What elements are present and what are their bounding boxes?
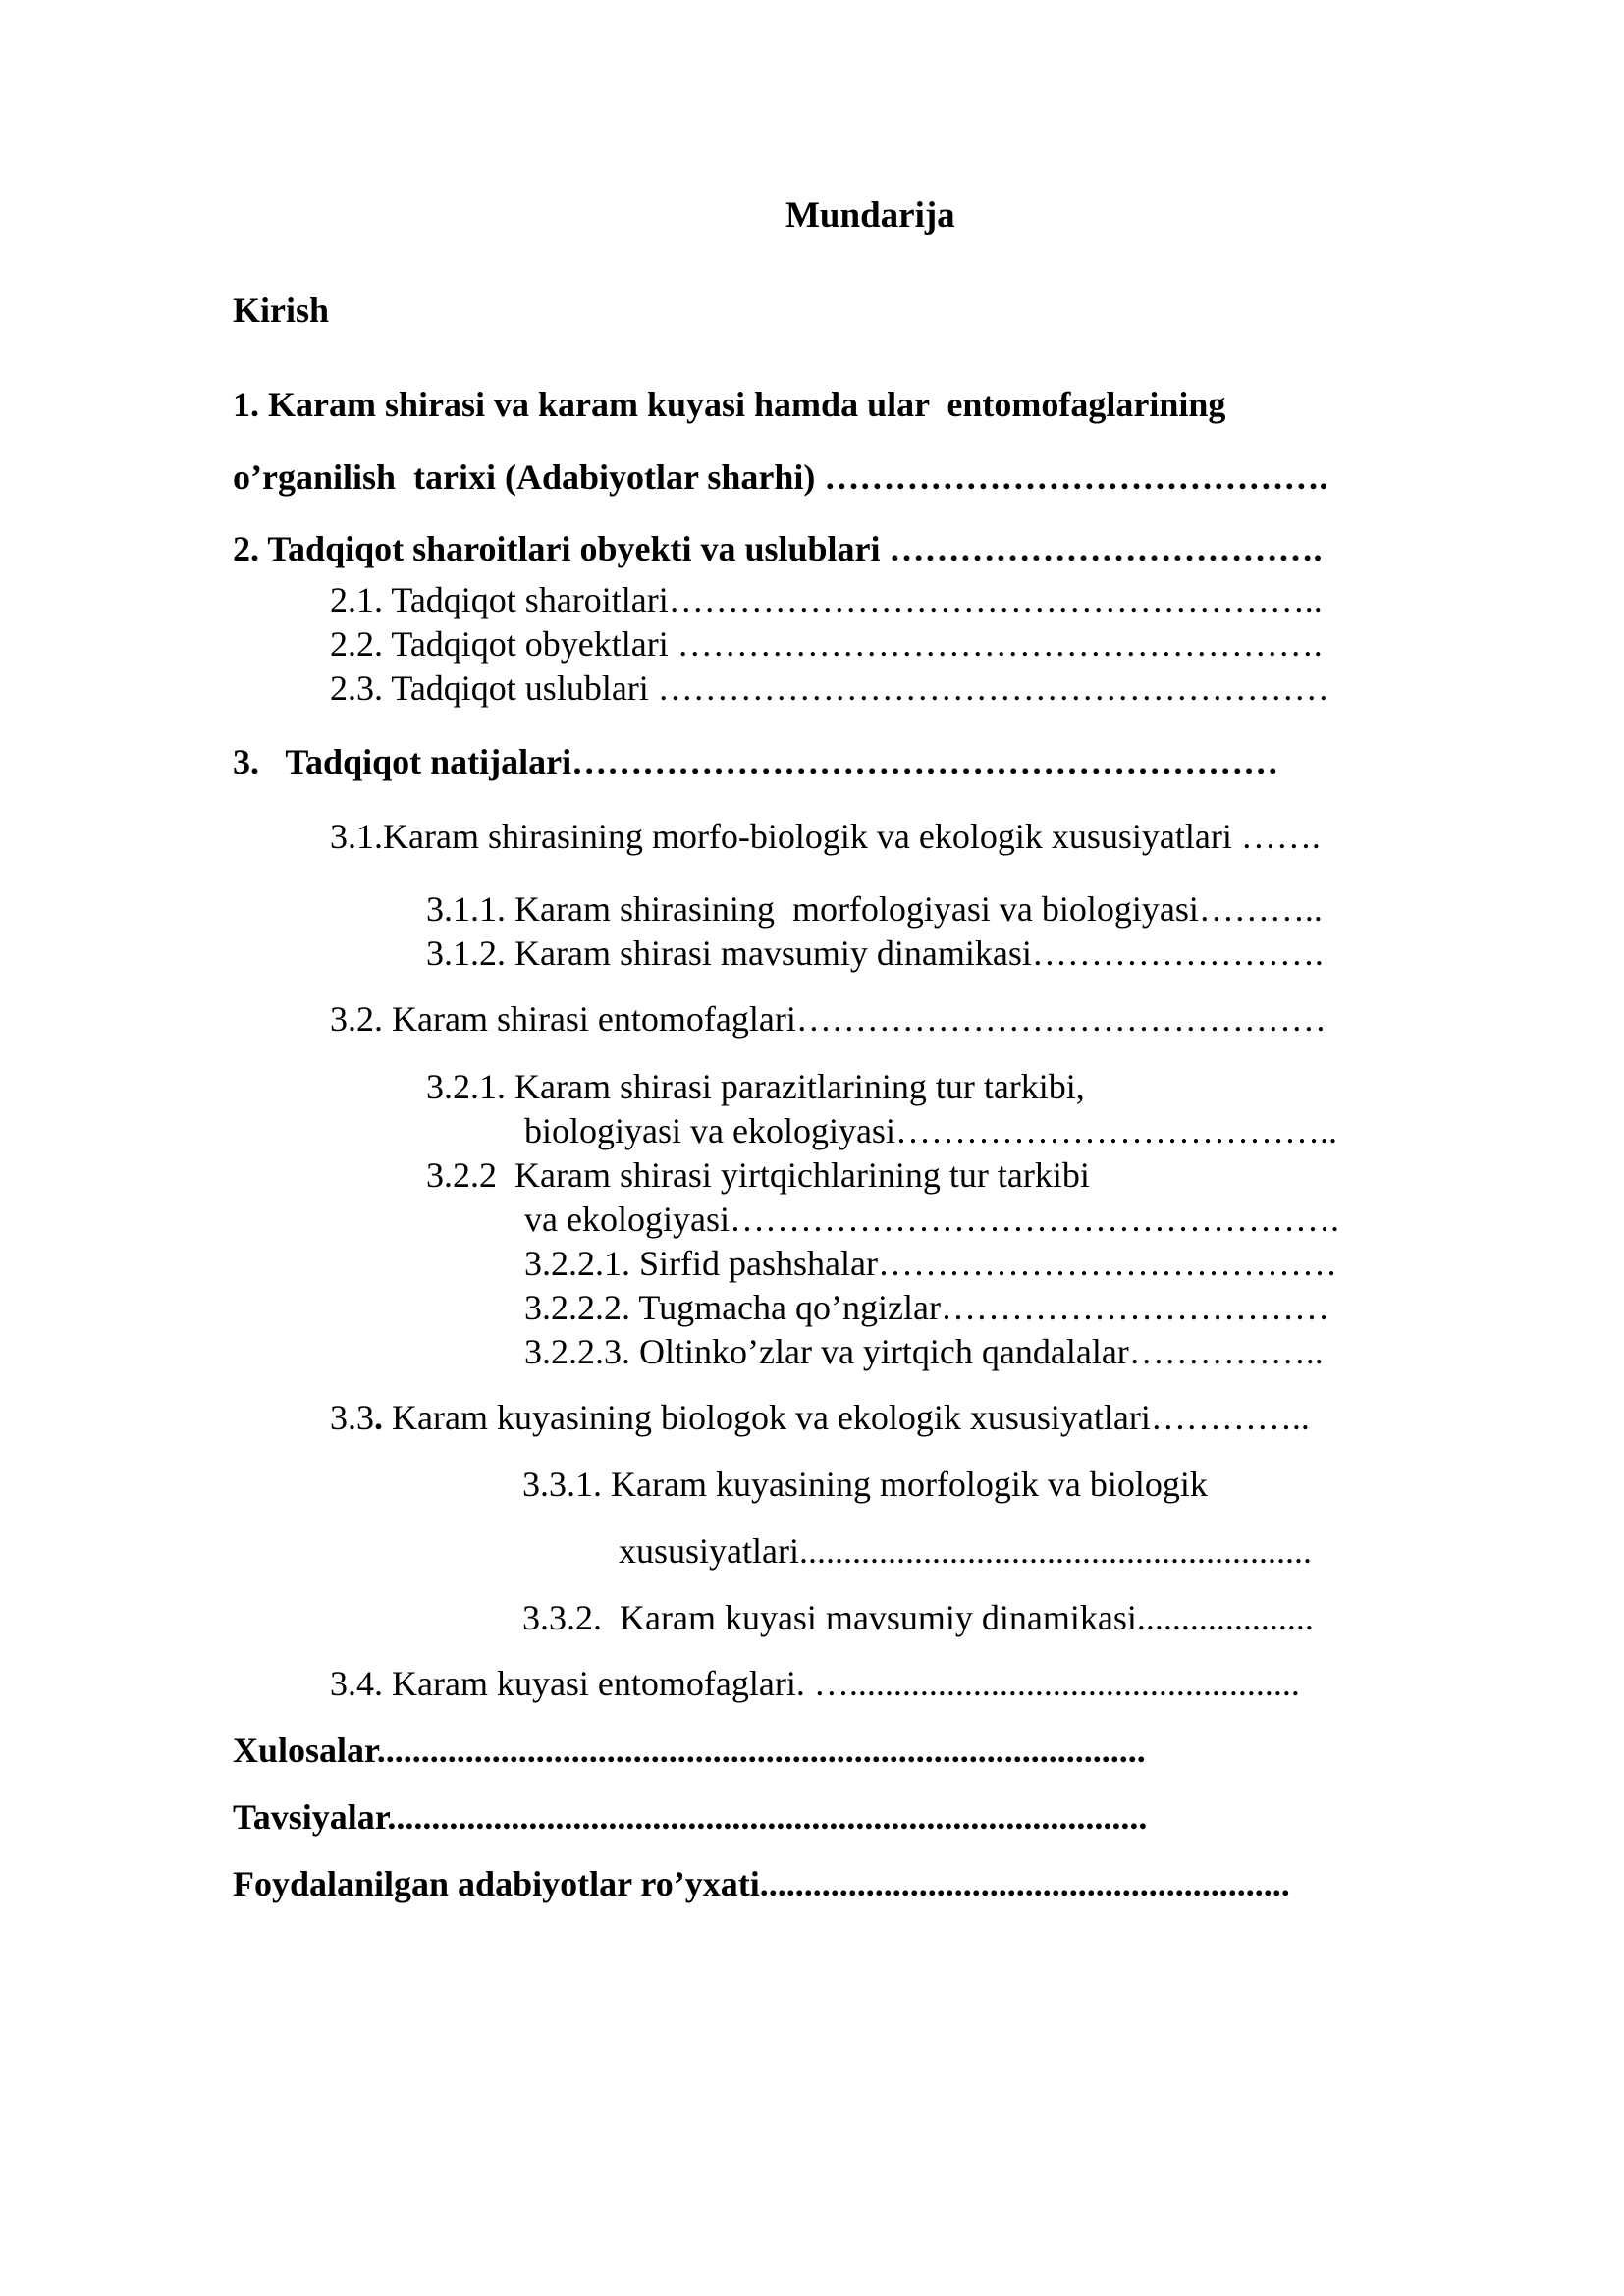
toc-entry-3-2-2-2: 3.2.2.2. Tugmacha qo’ngizlar…………………………… [524,1288,1329,1327]
toc-entry-3: 3. Tadqiqot natijalari…………………………………………………… [233,742,1279,781]
toc-entry-3-2-2-3: 3.2.2.3. Oltinko’zlar va yirtqich qandalalar…………….. [524,1332,1324,1371]
toc-entry-3-2-2-1: 3.2.2.1. Sirfid pashshalar………………………………… [524,1244,1337,1283]
toc-entry-3-3-text: Karam kuyasining biologok va ekologik xususiyatlari………….. [383,1398,1310,1437]
toc-entry-2: 2. Tadqiqot sharoitlari obyekti va uslublari ………………………………. [233,529,1323,568]
toc-entry-kirish: Kirish [233,291,330,330]
toc-entry-3-1: 3.1.Karam shirasining morfo-biologik va ekologik xususiyatlari ……. [330,817,1321,856]
toc-entry-3-2-1-line2: biologiyasi va ekologiyasi……………………………….. [524,1111,1337,1150]
toc-entry-1-line2: o’rganilish tarixi (Adabiyotlar sharhi) ……………………………………. [233,457,1328,497]
toc-entry-xulosalar: Xulosalar....................................................................................... [233,1731,1146,1770]
toc-entry-3-2-2-line2: va ekologiyasi……………………………………………. [524,1200,1339,1239]
toc-entry-adabiyotlar: Foydalanilgan adabiyotlar ro’yxati............................................................ [233,1864,1290,1903]
toc-entry-3-2: 3.2. Karam shirasi entomofaglari……………………………………… [330,999,1326,1039]
toc-entry-2-3: 2.3. Tadqiqot uslublari ………………………………………………… [330,668,1329,708]
toc-entry-3-2-2-line1: 3.2.2 Karam shirasi yirtqichlarining tur tarkibi [426,1155,1090,1195]
page-title: Mundarija [785,195,955,236]
toc-entry-3-1-1: 3.1.1. Karam shirasining morfologiyasi va biologiyasi……….. [426,889,1323,929]
toc-entry-3-4: 3.4. Karam kuyasi entomofaglari. …................................................... [330,1664,1300,1703]
toc-entry-2-1: 2.1. Tadqiqot sharoitlari……………………………………………….. [330,580,1323,619]
toc-entry-1-line1: 1. Karam shirasi va karam kuyasi hamda ular entomofaglarining [233,385,1226,424]
toc-entry-3-3-1-line2: xususiyatlari.......................................................... [619,1531,1312,1571]
toc-entry-3-3-1-line1: 3.3.1. Karam kuyasining morfologik va biologik [522,1465,1208,1504]
toc-entry-3-1-2: 3.1.2. Karam shirasi mavsumiy dinamikasi……………………. [426,934,1324,973]
toc-entry-tavsiyalar: Tavsiyalar...................................................................................... [233,1797,1148,1837]
toc-entry-3-3-number: 3.3 [330,1398,374,1437]
toc-entry-3-2-1-line1: 3.2.1. Karam shirasi parazitlarining tur tarkibi, [426,1067,1085,1106]
toc-entry-3-3-dot: . [374,1398,383,1437]
toc-entry-3-3 [330,1396,1310,1439]
toc-entry-3-3-2: 3.3.2. Karam kuyasi mavsumiy dinamikasi.................... [522,1598,1314,1637]
toc-entry-2-2: 2.2. Tadqiqot obyektlari ………………………………………………. [330,624,1323,664]
